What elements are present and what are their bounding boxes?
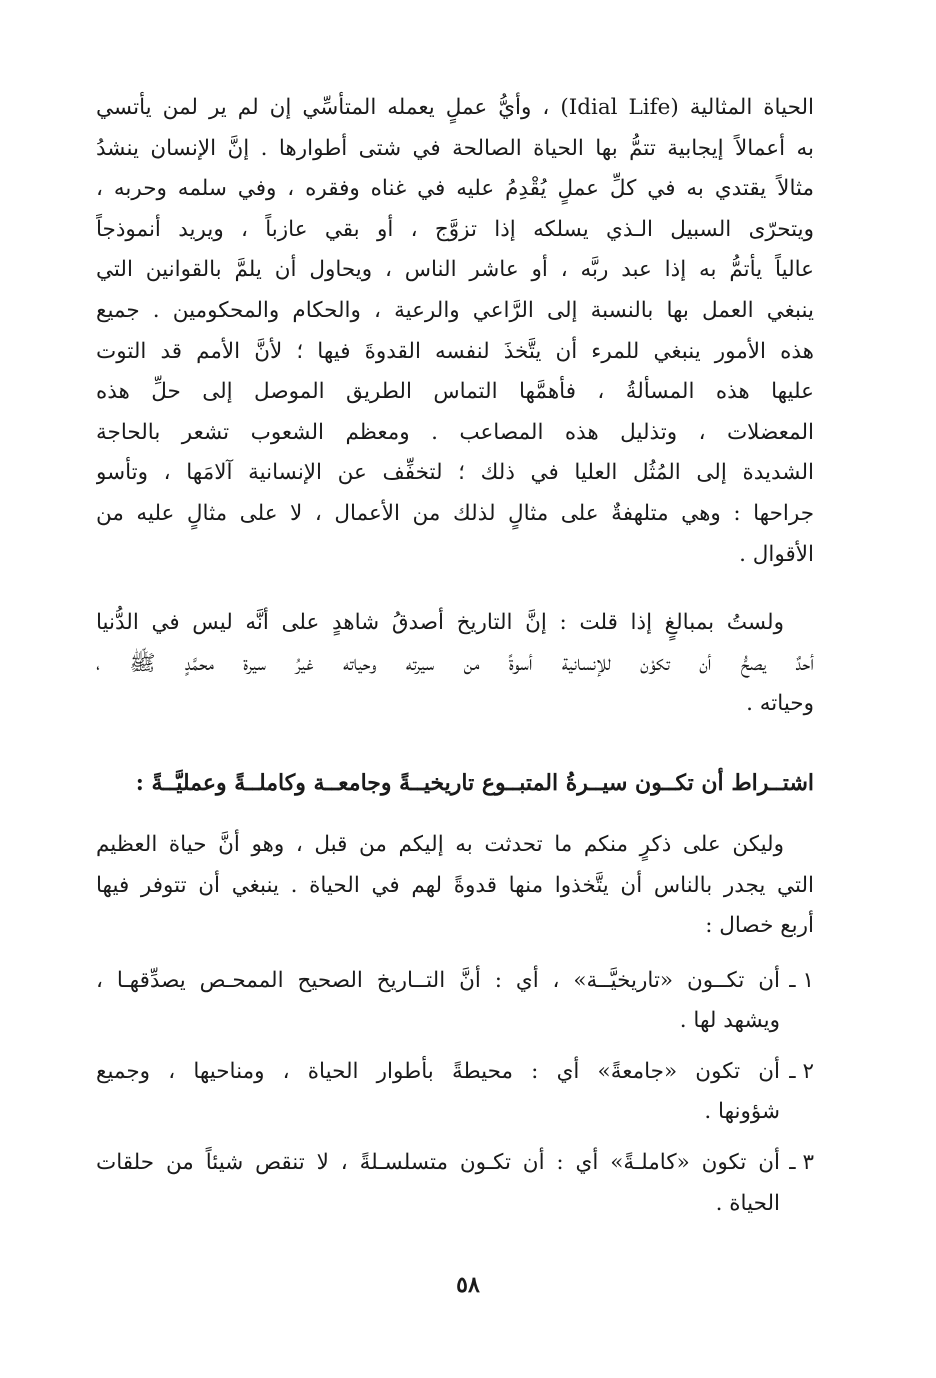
list-item-number: ١ ـ	[789, 967, 814, 993]
section-heading: اشتــراط أن تكــون سيــرةُ المتبــوع تاريخيــةً وجامعــة وكاملــةً وعمليَّــةً :	[135, 769, 814, 796]
text-line: جراحها : وهي متلهفةٌ على مثالٍ لذلك من الأعمال ، لا على مثالٍ عليه من	[96, 500, 814, 526]
text-line: الأقوال .	[739, 541, 814, 567]
list-item-text: الحياة .	[715, 1190, 780, 1216]
page-body	[96, 78, 814, 1234]
list-item-number: ٢ ـ	[789, 1058, 814, 1084]
conditions-list	[96, 961, 814, 1225]
list-item	[96, 961, 814, 1042]
text-line: الشديدة إلى المُثُل العليا في ذلك ؛ لتخفِّف عن الإنسانية آلامَها ، وتأسو	[96, 460, 814, 486]
list-item-number: ٣ ـ	[789, 1150, 814, 1176]
list-item	[96, 1052, 814, 1133]
text-line: وحياته .	[746, 691, 814, 717]
paragraph-3	[96, 825, 814, 947]
text-line: عليها هذه المسألةُ ، فأهمَّها التماس الطريق الموصل إلى حلِّ هذه	[96, 379, 814, 405]
text-line: مثالاً يقتدي به في كلِّ عملٍ يُقْدِمُ عليه في غناه وفقره ، وفي سلمه وحربه ،	[96, 176, 814, 202]
page-number: ٥٨	[456, 1272, 480, 1298]
text-line: عالياً يأتمُّ به إذا عبد ربَّه ، أو عاشر الناس ، ويحاول أن يلمَّ بالقوانين التي	[96, 257, 814, 283]
list-item-text: أن تكــون «تاريخيَّــة» ، أي : أنَّ التــاريخ الصحيح الممحـص يصدِّقهـا ،	[96, 967, 780, 993]
paragraph-2	[96, 603, 814, 725]
text-line: هذه الأمور ينبغي للمرء أن يتَّخذَ لنفسه القدوةَ فيها ؛ لأنَّ الأمم قد التوت	[96, 338, 814, 364]
list-item-text: أن تكون «كاملـةً» أي : أن تكـون متسلسـلةً ، لا تنقص شيئاً من حلقات	[96, 1150, 780, 1176]
text-line: ويتحرّى السبيل الـذي يسلكه إذا تزوَّج ، أو بقي عازباً ، ويريد أنموذجاً	[96, 216, 814, 242]
text-line: الحياة المثالية (Idial Life) ، وأيُّ عملٍ يعمله المتأسِّي إن لم ير لمن يأتسي	[96, 95, 814, 120]
text-line: وليكن على ذكرٍ منكم ما تحدثت به إليكم من قبل ، وهو أنَّ حياة العظيم	[96, 831, 784, 857]
list-item	[96, 1143, 814, 1224]
text-line: به أعمالاً إيجابية تتمُّ بها الحياة الصالحة في شتى أطوارها . إنَّ الإنسان ينشدُ	[96, 135, 814, 161]
text-line: ينبغي العمل بها بالنسبة إلى الرَّاعي والرعية ، والحكام والمحكومين . جميع	[96, 297, 814, 323]
list-item-text: أن تكون «جامعةً» أي : محيطةً بأطوار الحياة ، ومناحيها ، وجميع	[96, 1058, 780, 1084]
list-item-text: شؤونها .	[704, 1099, 780, 1125]
list-item-text: ويشهد لها .	[679, 1008, 780, 1034]
text-line: أحدٌ يصحُّ أن تكوْن للإنسانية أسوةً من سيرته وحياته غيرُ سيرة محمَّدٍ ﷺ ،	[96, 650, 814, 676]
paragraph-1	[96, 88, 814, 575]
text-line: المعضلات ، وتذليل هذه المصاعب . ومعظم الشعوب تشعر بالحاجة	[96, 419, 814, 445]
text-line: التي يجدر بالناس أن يتَّخذوا منها قدوةً لهم في الحياة . ينبغي أن تتوفر فيها	[96, 872, 814, 898]
text-line: أربع خصال :	[705, 913, 814, 939]
text-line: ولستُ بمبالغٍ إذا قلت : إنَّ التاريخ أصدقُ شاهدٍ على أنَّه ليس في الدُّنيا	[96, 610, 784, 636]
